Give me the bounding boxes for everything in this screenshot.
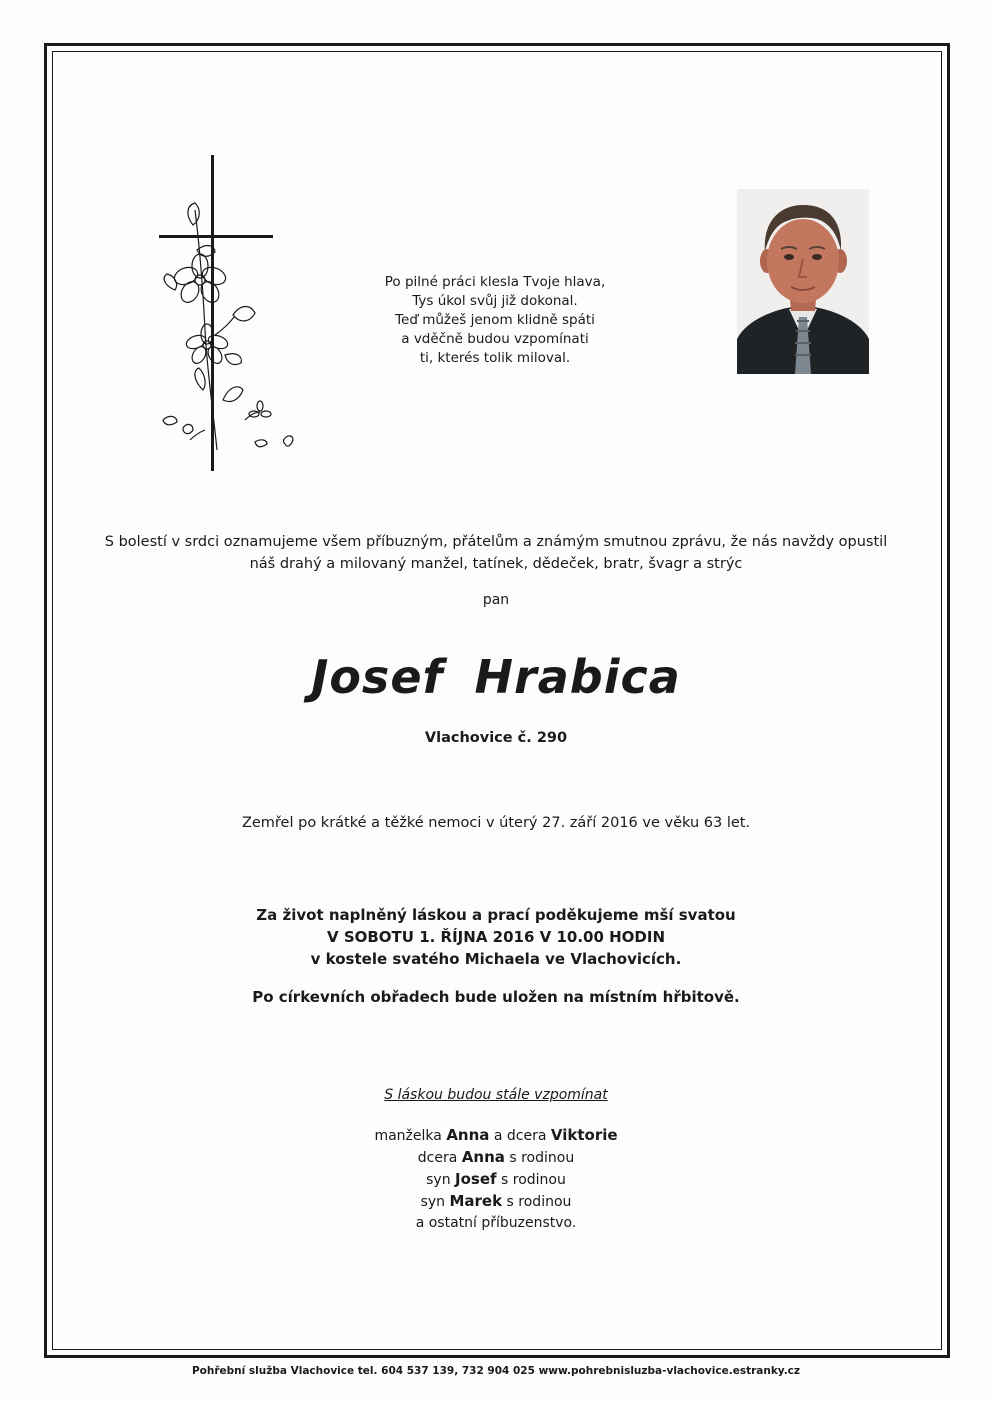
mourner-relation: a dcera xyxy=(493,1128,547,1144)
verse-line: a vděčně budou vzpomínati xyxy=(401,331,589,347)
mourner-relation: dcera xyxy=(417,1150,458,1166)
cross-with-flowers-icon xyxy=(155,150,310,475)
mourner-suffix: s rodinou xyxy=(506,1194,572,1210)
verse-line: Teď můžeš jenom klidně spáti xyxy=(395,312,595,328)
mourner-suffix: s rodinou xyxy=(509,1150,575,1166)
portrait-photo xyxy=(737,189,869,374)
mourner-relation: syn xyxy=(420,1194,446,1210)
mourner-name: Viktorie xyxy=(550,1126,618,1144)
memorial-verse xyxy=(360,273,630,368)
mourner-name: Josef xyxy=(455,1170,497,1188)
announcement-line: náš drahý a milovaný manžel, tatínek, dědeček, bratr, švagr a strýc xyxy=(249,556,743,572)
mourner-name: Anna xyxy=(461,1148,505,1166)
verse-line: Tys úkol svůj již dokonal. xyxy=(412,293,578,309)
funeral-details xyxy=(0,904,992,970)
verse-line: Po pilné práci klesla Tvoje hlava, xyxy=(384,274,606,290)
mourner-suffix: s rodinou xyxy=(501,1172,566,1188)
mourner-line xyxy=(0,1125,992,1147)
mourner-relation: manželka xyxy=(374,1128,442,1144)
funeral-line: V SOBOTU 1. ŘÍJNA 2016 V 10.00 HODIN xyxy=(326,928,666,946)
announcement-line: S bolestí v srdci oznamujeme všem příbuzným, přátelům a známým smutnou zprávu, že nás navždy opustil xyxy=(104,534,888,550)
footer-funeral-service: Pohřební služba Vlachovice tel. 604 537 139, 732 904 025 www.pohrebnisluzba-vlachovice.estranky.cz xyxy=(191,1365,801,1377)
death-notice: Zemřel po krátké a těžké nemoci v úterý 27. září 2016 ve věku 63 let. xyxy=(241,815,751,831)
mourner-relation: syn xyxy=(426,1172,451,1188)
funeral-line: v kostele svatého Michaela ve Vlachovicích. xyxy=(310,950,682,968)
mourner-line xyxy=(0,1191,992,1213)
funeral-line: Za život naplněný láskou a prací poděkujeme mší svatou xyxy=(256,906,736,924)
mourner-line: a ostatní příbuzenstvo. xyxy=(415,1215,577,1231)
remember-heading: S láskou budou stále vzpomínat xyxy=(384,1087,608,1103)
deceased-address: Vlachovice č. 290 xyxy=(424,730,568,746)
mourner-line xyxy=(0,1169,992,1191)
announcement-text xyxy=(80,531,912,575)
deceased-name: Josef Hrabica xyxy=(311,650,681,704)
mourner-line xyxy=(0,1147,992,1169)
verse-line: ti, kterés tolik miloval. xyxy=(419,350,571,366)
mourner-name: Anna xyxy=(446,1126,490,1144)
mourners-list xyxy=(0,1125,992,1234)
salutation: pan xyxy=(482,592,510,608)
mourner-name: Marek xyxy=(449,1192,503,1210)
burial-notice: Po církevních obřadech bude uložen na místním hřbitově. xyxy=(252,988,740,1006)
